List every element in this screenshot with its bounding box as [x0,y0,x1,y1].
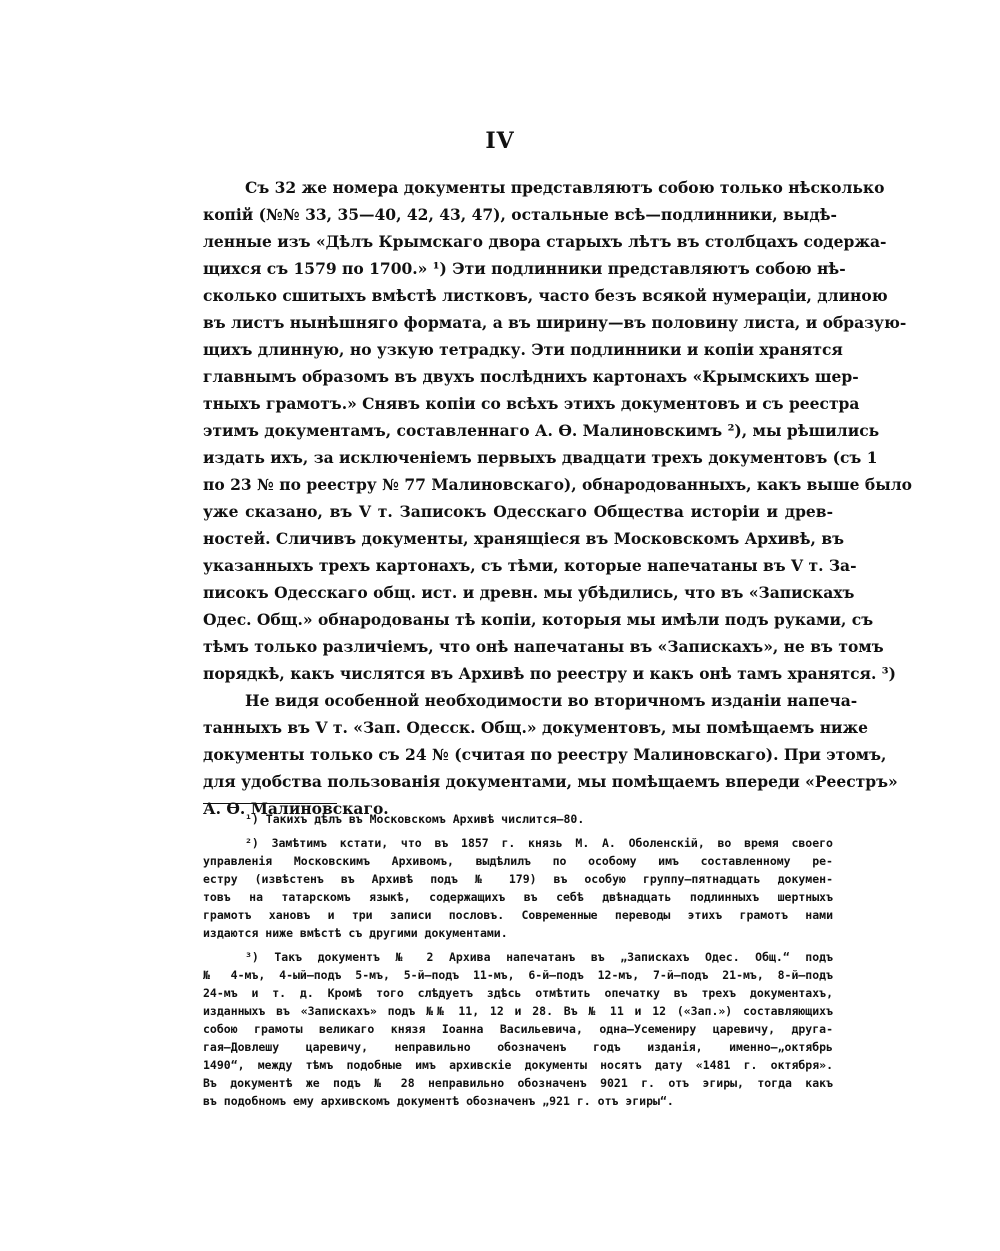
body-line: порядкѣ, какъ числятся въ Архивѣ по реестру и какъ онѣ тамъ хранятся. ³) [203,664,896,683]
footnotes [203,810,833,1110]
body-line: Съ 32 же номера документы представляютъ собою только нѣсколько [245,178,885,197]
footnote-2 [203,834,833,942]
body-line: этимъ документамъ, составленнаго А. Ѳ. Малиновскимъ ²), мы рѣшились [203,421,880,440]
footnote-line: управленія Московскимъ Архивомъ, выдѣлилъ по особому имъ составленному ре- [203,854,833,868]
body-line: въ листъ нынѣшняго формата, а въ ширину—въ половину листа, и образую- [203,313,907,332]
body-line: документы только съ 24 № (считая по реестру Малиновскаго). При этомъ, [203,745,887,764]
footnote-1 [203,810,833,828]
footnote-line: грамотъ хановъ и три записи пословъ. Современные переводы этихъ грамотъ нами [203,908,833,922]
body-line: главнымъ образомъ въ двухъ послѣднихъ картонахъ «Крымскихъ шер- [203,367,859,386]
body-line: ностей. Сличивъ документы, хранящіеся въ Московскомъ Архивѣ, въ [203,529,844,548]
body-line: для удобства пользованія документами, мы помѣщаемъ впереди «Реестръ» [203,772,898,791]
body-line: Одес. Общ.» обнародованы тѣ копіи, которыя мы имѣли подъ руками, съ [203,610,874,629]
footnote-line: естру (извѣстенъ въ Архивѣ подъ № 179) въ особую группу—пятнадцать докумен- [203,872,833,886]
body-line: писокъ Одесскаго общ. ист. и древн. мы убѣдились, что въ «Запискахъ [203,583,855,602]
footnote-line: 24-мъ и т. д. Кромѣ того слѣдуетъ здѣсь отмѣтить опечатку въ трехъ документахъ, [203,986,833,1000]
footnote-line: издаются ниже вмѣстѣ съ другими документами. [203,926,508,940]
body-line: ленные изъ «Дѣлъ Крымскаго двора старыхъ лѣтъ въ столбцахъ содержа- [203,232,887,251]
body-line: Не видя особенной необходимости во вторичномъ изданіи напеча- [245,691,858,710]
body-line: по 23 № по реестру № 77 Малиновскаго), обнародованныхъ, какъ выше было [203,475,913,494]
page-number: IV [485,128,515,154]
footnote-line: 1490“, между тѣмъ подобные имъ архивскіе документы носятъ дату «1481 г. октября». [203,1058,833,1072]
body-line: уже сказано, въ V т. Записокъ Одесскаго Общества исторіи и древ- [203,502,833,521]
body-line: щихъ длинную, но узкую тетрадку. Эти подлинники и копіи хранятся [203,340,843,359]
footnote-line: собою грамоты великаго князя Іоанна Васильевича, одна—Усемениру царевичу, друга- [203,1022,833,1036]
body-line: щихся съ 1579 по 1700.» ¹) Эти подлинники представляютъ собою нѣ- [203,259,846,278]
footnote-line: гая—Довлешу царевичу, неправильно обозначенъ годъ изданія, именно—„октябрь [203,1040,833,1054]
body-text [203,174,913,822]
body-line: издать ихъ, за исключеніемъ первыхъ двадцати трехъ документовъ (съ 1 [203,448,878,467]
body-line: А. Ѳ. Малиновскаго. [203,799,389,818]
footnote-line: ¹) Такихъ дѣлъ въ Московскомъ Архивѣ числится—80. [245,812,585,826]
body-line: танныхъ въ V т. «Зап. Одесск. Общ.» документовъ, мы помѣщаемъ ниже [203,718,869,737]
body-line: указанныхъ трехъ картонахъ, съ тѣми, которые напечатаны въ V т. За- [203,556,857,575]
body-line: копій (№№ 33, 35—40, 42, 43, 47), остальные всѣ—подлинники, выдѣ- [203,205,837,224]
footnote-line: ³) Такъ документъ № 2 Архива напечатанъ въ „Запискахъ Одес. Общ.“ подъ [245,950,833,964]
footnote-divider [203,803,337,804]
footnote-3 [203,948,833,1110]
body-line: тныхъ грамотъ.» Снявъ копіи со всѣхъ этихъ документовъ и съ реестра [203,394,860,413]
footnote-line: изданныхъ въ «Запискахъ» подъ №№ 11, 12 и 28. Въ № 11 и 12 («Зап.») составляющихъ [203,1004,833,1018]
body-line: сколько сшитыхъ вмѣстѣ листковъ, часто безъ всякой нумераціи, длиною [203,286,888,305]
footnote-line: Въ документѣ же подъ № 28 неправильно обозначенъ 9021 г. отъ эгиры, тогда какъ [203,1076,833,1090]
footnote-line: ²) Замѣтимъ кстати, что въ 1857 г. князь М. А. Оболенскій, во время своего [245,836,833,850]
footnote-line: № 4-мъ, 4-ый—подъ 5-мъ, 5-й—подъ 11-мъ, 6-й—подъ 12-мъ, 7-й—подъ 21-мъ, 8-й—подъ [203,968,833,982]
footnote-line: товъ на татарскомъ языкѣ, содержащихъ въ себѣ двѣнадцать подлинныхъ шертныхъ [203,890,833,904]
footnote-line: въ подобномъ ему архивскомъ документѣ обозначенъ „921 г. отъ эгиры“. [203,1094,674,1108]
body-line: тѣмъ только различіемъ, что онѣ напечатаны въ «Запискахъ», не въ томъ [203,637,884,656]
